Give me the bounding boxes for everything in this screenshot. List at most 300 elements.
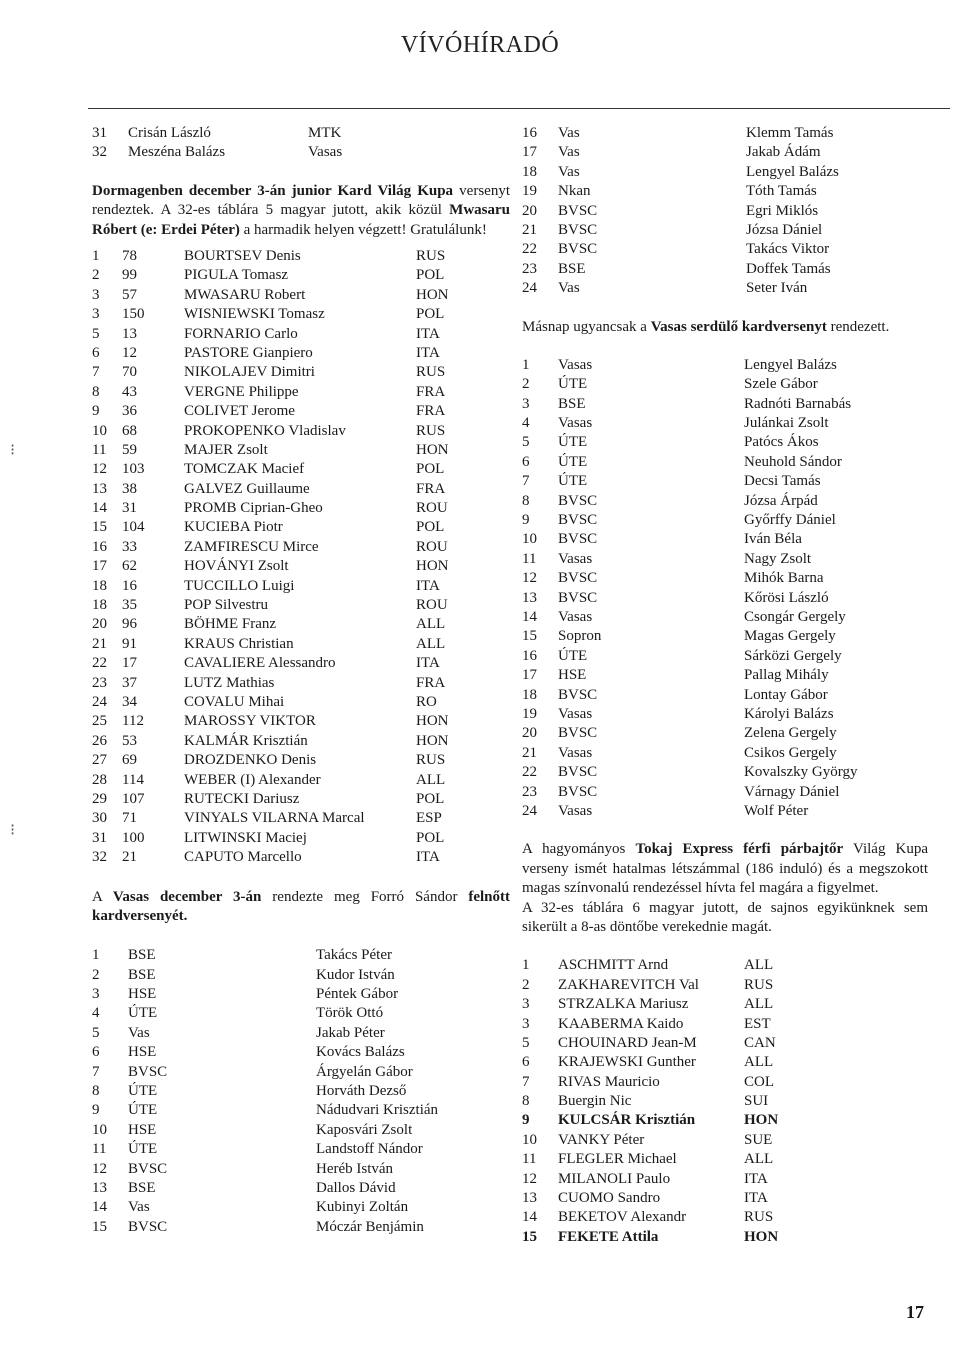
table-row bbox=[92, 790, 510, 809]
table-row bbox=[522, 569, 928, 588]
table-cell: Kaposvári Zsolt bbox=[316, 1121, 413, 1138]
table-row bbox=[92, 383, 510, 402]
table-row bbox=[522, 143, 928, 162]
table-cell: 10 bbox=[522, 1131, 537, 1148]
table-cell: 10 bbox=[522, 531, 537, 548]
table-cell: Vasas bbox=[558, 802, 593, 819]
table-cell: BVSC bbox=[128, 1218, 168, 1235]
table-cell: 21 bbox=[522, 221, 537, 238]
table-cell: KAABERMA Kaido bbox=[558, 1015, 684, 1032]
table-cell: 21 bbox=[122, 849, 137, 866]
table-cell: RUS bbox=[416, 364, 446, 381]
table-cell: STRZALKA Mariusz bbox=[558, 996, 689, 1013]
table-cell: ÚTE bbox=[558, 647, 588, 664]
table-row bbox=[522, 995, 928, 1014]
table-cell: 103 bbox=[122, 461, 145, 478]
table-cell: 14 bbox=[522, 1209, 537, 1226]
table-row bbox=[92, 363, 510, 382]
table-row bbox=[522, 686, 928, 705]
table-cell: TOMCZAK Macief bbox=[184, 461, 305, 478]
table-row bbox=[522, 1228, 928, 1247]
table-cell: Árgyelán Gábor bbox=[316, 1063, 413, 1080]
table-cell: 11 bbox=[92, 1141, 107, 1158]
table-row bbox=[92, 635, 510, 654]
table-cell: 70 bbox=[122, 364, 137, 381]
table-cell: VINYALS VILARNA Marcal bbox=[184, 810, 365, 827]
table-cell: CUOMO Sandro bbox=[558, 1190, 661, 1207]
table-cell: WISNIEWSKI Tomasz bbox=[184, 306, 325, 323]
table-cell: VANKY Péter bbox=[558, 1131, 645, 1148]
table-cell: Nagy Zsolt bbox=[744, 550, 812, 567]
intro-bold-text: Mwasaru Róbert bbox=[92, 202, 510, 238]
table-row bbox=[92, 809, 510, 828]
table-row bbox=[92, 966, 510, 985]
table-cell: HON bbox=[416, 286, 449, 303]
table-cell: LUTZ Mathias bbox=[184, 674, 275, 691]
table-cell: Jakab Ádám bbox=[746, 144, 821, 161]
table-cell: 2 bbox=[522, 976, 530, 993]
table-cell: RUS bbox=[416, 752, 446, 769]
table-cell: 20 bbox=[522, 725, 537, 742]
table-row bbox=[92, 674, 510, 693]
table-cell: BSE bbox=[558, 395, 586, 412]
table-cell: ÚTE bbox=[558, 434, 588, 451]
table-cell: ROU bbox=[416, 597, 448, 614]
table-cell: 16 bbox=[92, 538, 107, 555]
table-cell: Doffek Tamás bbox=[746, 260, 831, 277]
table-row bbox=[92, 143, 510, 162]
table-cell: Vasas bbox=[558, 609, 593, 625]
table-row bbox=[92, 344, 510, 363]
table-row bbox=[522, 550, 928, 569]
table-cell: 20 bbox=[92, 616, 107, 633]
table-row bbox=[92, 693, 510, 712]
table-row bbox=[522, 744, 928, 763]
table-row bbox=[522, 124, 928, 143]
table-cell: FLEGLER Michael bbox=[558, 1151, 677, 1168]
table-cell: PASTORE Gianpiero bbox=[184, 344, 313, 361]
table-cell: 3 bbox=[92, 986, 100, 1003]
intro-bold-text: Dormagenben december 3-án junior Kard Világ Kupa bbox=[92, 182, 454, 199]
table-row bbox=[92, 985, 510, 1004]
table-cell: ÚTE bbox=[128, 1141, 158, 1158]
table-cell: DROZDENKO Denis bbox=[184, 752, 317, 769]
table-cell: ALL bbox=[744, 957, 774, 974]
table-cell: 25 bbox=[92, 713, 107, 730]
table-row bbox=[522, 724, 928, 743]
table-cell: 12 bbox=[122, 344, 137, 361]
table-cell: 11 bbox=[522, 1151, 537, 1168]
table-cell: BVSC bbox=[558, 589, 598, 606]
intro-bold-text: Tokaj Express férfi párbajtőr bbox=[635, 841, 844, 858]
table-row bbox=[522, 589, 928, 608]
table-cell: 30 bbox=[92, 810, 107, 827]
table-cell: ITA bbox=[744, 1190, 768, 1207]
table-cell: BVSC bbox=[558, 570, 598, 587]
table-cell: Kudor István bbox=[316, 966, 395, 983]
table-row bbox=[92, 557, 510, 576]
table-cell: Szele Gábor bbox=[744, 376, 818, 393]
table-cell: NIKOLAJEV Dimitri bbox=[184, 364, 315, 381]
table-row bbox=[522, 763, 928, 782]
felnott-results-continued bbox=[522, 124, 928, 299]
table-cell: Landstoff Nándor bbox=[316, 1141, 423, 1158]
table-cell: 15 bbox=[522, 628, 537, 645]
binding-mark: ⁝ bbox=[10, 442, 16, 459]
table-cell: Meszéna Balázs bbox=[128, 144, 226, 161]
table-cell: BVSC bbox=[558, 783, 598, 800]
table-cell: Lengyel Balázs bbox=[746, 163, 839, 180]
table-cell: MTK bbox=[308, 125, 342, 141]
table-row bbox=[522, 1170, 928, 1189]
table-row bbox=[92, 247, 510, 266]
table-cell: ÚTE bbox=[128, 1005, 158, 1022]
table-cell: 3 bbox=[92, 286, 100, 303]
table-cell: 24 bbox=[92, 693, 107, 710]
table-cell: 18 bbox=[522, 686, 537, 703]
table-cell: 22 bbox=[522, 241, 537, 258]
table-cell: Takács Péter bbox=[316, 947, 392, 964]
table-cell: RUS bbox=[744, 976, 774, 993]
table-cell: 23 bbox=[522, 260, 537, 277]
table-cell: BVSC bbox=[558, 764, 598, 781]
table-cell: 3 bbox=[92, 306, 100, 323]
intro-text: rendezett. bbox=[830, 318, 890, 335]
table-cell: 1 bbox=[522, 356, 530, 373]
table-row bbox=[92, 732, 510, 751]
table-row bbox=[522, 627, 928, 646]
table-cell: Török Ottó bbox=[316, 1005, 384, 1022]
table-row bbox=[522, 1073, 928, 1092]
table-cell: Kovalszky György bbox=[744, 764, 858, 781]
table-cell: Péntek Gábor bbox=[316, 986, 399, 1003]
table-cell: POL bbox=[416, 267, 445, 284]
table-cell: SUI bbox=[744, 1093, 769, 1110]
table-cell: ZAKHAREVITCH Val bbox=[558, 976, 699, 993]
table-row bbox=[92, 1101, 510, 1120]
table-cell: Vasas bbox=[558, 356, 593, 373]
table-cell: 28 bbox=[92, 771, 107, 788]
table-cell: PROKOPENKO Vladislav bbox=[184, 422, 346, 439]
table-row bbox=[522, 492, 928, 511]
table-cell: Mihók Barna bbox=[744, 570, 824, 587]
table-cell: 34 bbox=[122, 693, 137, 710]
table-row bbox=[522, 163, 928, 182]
table-cell: Csikos Gergely bbox=[744, 744, 837, 761]
table-cell: 2 bbox=[92, 966, 100, 983]
table-cell: ZAMFIRESCU Mirce bbox=[184, 538, 319, 555]
table-cell: 14 bbox=[522, 609, 537, 625]
table-cell: 16 bbox=[522, 647, 537, 664]
table-cell: ALL bbox=[744, 1054, 774, 1071]
page-number: 17 bbox=[906, 1302, 924, 1322]
table-cell: 6 bbox=[522, 453, 530, 470]
table-cell: Vas bbox=[128, 1199, 150, 1216]
table-row bbox=[522, 1131, 928, 1150]
table-cell: POL bbox=[416, 829, 445, 846]
table-cell: 7 bbox=[522, 1073, 530, 1090]
table-row bbox=[92, 1121, 510, 1140]
table-cell: 38 bbox=[122, 480, 137, 497]
table-cell: 114 bbox=[122, 771, 144, 788]
table-cell: 31 bbox=[122, 500, 137, 517]
table-cell: BSE bbox=[128, 947, 156, 964]
table-row bbox=[92, 848, 510, 867]
table-cell: Vas bbox=[558, 163, 580, 180]
table-cell: POP Silvestru bbox=[184, 597, 269, 614]
table-cell: Vasas bbox=[308, 144, 343, 161]
table-cell: 1 bbox=[522, 957, 530, 974]
table-cell: Neuhold Sándor bbox=[744, 453, 842, 470]
intro-bold-text: Vasas serdülő kardversenyt bbox=[650, 318, 827, 335]
tokaj-intro bbox=[522, 840, 928, 898]
binding-mark: ⁝ bbox=[10, 822, 16, 839]
table-cell: ASCHMITT Arnd bbox=[558, 957, 669, 974]
table-cell: 104 bbox=[122, 519, 145, 536]
table-row bbox=[92, 538, 510, 557]
table-row bbox=[522, 956, 928, 975]
table-cell: POL bbox=[416, 790, 445, 807]
table-cell: 3 bbox=[522, 996, 530, 1013]
table-cell: 13 bbox=[92, 480, 107, 497]
table-row bbox=[92, 615, 510, 634]
table-cell: 57 bbox=[122, 286, 137, 303]
table-cell: 13 bbox=[522, 589, 537, 606]
table-cell: Vasas bbox=[558, 550, 593, 567]
table-cell: 15 bbox=[92, 1218, 107, 1235]
table-cell: FEKETE Attila bbox=[558, 1228, 659, 1245]
intro-text: A 32-es táblára 5 magyar jutott, akik közül bbox=[160, 202, 442, 219]
table-cell: Vasas bbox=[558, 744, 593, 761]
table-cell: 7 bbox=[522, 473, 530, 490]
table-cell: 26 bbox=[92, 732, 107, 749]
table-cell: 150 bbox=[122, 306, 145, 323]
table-cell: 62 bbox=[122, 558, 137, 575]
table-row bbox=[522, 472, 928, 491]
table-cell: ROU bbox=[416, 538, 448, 555]
table-row bbox=[92, 1218, 510, 1237]
table-row bbox=[92, 1140, 510, 1159]
table-cell: HSE bbox=[128, 986, 157, 1003]
table-cell: 1 bbox=[92, 248, 100, 264]
table-row bbox=[92, 946, 510, 965]
table-row bbox=[92, 422, 510, 441]
table-cell: RUS bbox=[416, 422, 446, 439]
table-cell: Iván Béla bbox=[744, 531, 802, 548]
intro-bold-text: felnőtt kardversenyét. bbox=[92, 888, 511, 924]
table-cell: 16 bbox=[122, 577, 137, 594]
table-cell: 23 bbox=[522, 783, 537, 800]
table-cell: 27 bbox=[92, 752, 107, 769]
table-cell: 10 bbox=[92, 422, 107, 439]
table-row bbox=[92, 518, 510, 537]
table-cell: 43 bbox=[122, 383, 137, 400]
table-cell: HSE bbox=[128, 1044, 157, 1061]
table-row bbox=[522, 395, 928, 414]
table-row bbox=[522, 783, 928, 802]
table-cell: Móczár Benjámin bbox=[316, 1218, 424, 1235]
table-cell: TUCCILLO Luigi bbox=[184, 577, 295, 594]
table-cell: VERGNE Philippe bbox=[184, 383, 299, 400]
table-cell: GALVEZ Guillaume bbox=[184, 480, 310, 497]
table-row bbox=[92, 305, 510, 324]
table-row bbox=[92, 829, 510, 848]
table-cell: MAJER Zsolt bbox=[184, 441, 268, 458]
table-row bbox=[522, 1111, 928, 1130]
table-cell: Zelena Gergely bbox=[744, 725, 837, 742]
table-cell: Józsa Árpád bbox=[744, 492, 818, 509]
intro-text: A bbox=[92, 888, 103, 905]
table-cell: 22 bbox=[92, 655, 107, 672]
table-cell: 11 bbox=[522, 550, 537, 567]
dormagen-intro bbox=[92, 182, 510, 240]
table-cell: FRA bbox=[416, 403, 446, 420]
table-cell: ÚTE bbox=[558, 376, 588, 393]
table-cell: 12 bbox=[522, 1170, 537, 1187]
table-cell: 69 bbox=[122, 752, 137, 769]
table-row bbox=[522, 705, 928, 724]
table-cell: Józsa Dániel bbox=[746, 221, 823, 238]
table-row bbox=[522, 453, 928, 472]
table-row bbox=[522, 1208, 928, 1227]
table-cell: HSE bbox=[558, 667, 587, 684]
table-cell: Várnagy Dániel bbox=[744, 783, 840, 800]
table-cell: KRAUS Christian bbox=[184, 635, 294, 652]
table-cell: 112 bbox=[122, 713, 144, 730]
table-cell: 37 bbox=[122, 674, 137, 691]
table-cell: 31 bbox=[92, 125, 107, 141]
table-cell: ROU bbox=[416, 500, 448, 517]
table-cell: KALMÁR Krisztián bbox=[184, 732, 308, 749]
table-cell: 96 bbox=[122, 616, 137, 633]
table-cell: Károlyi Balázs bbox=[744, 705, 834, 722]
table-cell: ALL bbox=[416, 635, 446, 652]
table-cell: 17 bbox=[522, 144, 537, 161]
table-cell: ITA bbox=[416, 849, 440, 866]
table-cell: RUS bbox=[416, 248, 446, 264]
table-cell: ESP bbox=[416, 810, 442, 827]
table-row bbox=[92, 460, 510, 479]
table-cell: 8 bbox=[522, 492, 530, 509]
table-cell: CHOUINARD Jean-M bbox=[558, 1034, 697, 1051]
table-cell: POL bbox=[416, 519, 445, 536]
table-cell: 13 bbox=[92, 1180, 107, 1196]
table-row bbox=[92, 771, 510, 790]
table-cell: FRA bbox=[416, 383, 446, 400]
table-cell: Radnóti Barnabás bbox=[744, 395, 852, 412]
table-cell: HOVÁNYI Zsolt bbox=[184, 558, 289, 575]
table-cell: Patócs Ákos bbox=[744, 434, 819, 451]
table-cell: 5 bbox=[522, 1034, 530, 1051]
table-cell: 12 bbox=[92, 461, 107, 478]
table-cell: 71 bbox=[122, 810, 137, 827]
table-cell: ITA bbox=[416, 344, 440, 361]
table-row bbox=[92, 654, 510, 673]
table-cell: HSE bbox=[128, 1121, 157, 1138]
table-cell: ALL bbox=[744, 1151, 774, 1168]
table-cell: ALL bbox=[744, 996, 774, 1013]
table-row bbox=[522, 1150, 928, 1169]
table-cell: Kőrösi László bbox=[744, 589, 829, 606]
table-cell: BSE bbox=[128, 1180, 156, 1196]
table-row bbox=[522, 433, 928, 452]
intro-text: a harmadik bbox=[243, 221, 311, 238]
table-row bbox=[522, 1092, 928, 1111]
table-row bbox=[92, 499, 510, 518]
table-cell: ÚTE bbox=[128, 1083, 158, 1100]
table-cell: 18 bbox=[92, 597, 107, 614]
table-cell: BVSC bbox=[558, 221, 598, 238]
table-cell: 2 bbox=[522, 376, 530, 393]
table-cell: BEKETOV Alexandr bbox=[558, 1209, 687, 1226]
intro-text: Másnap ugyancsak a bbox=[522, 318, 647, 335]
table-cell: 17 bbox=[92, 558, 107, 575]
table-cell: Kovács Balázs bbox=[316, 1044, 405, 1061]
table-row bbox=[92, 1063, 510, 1082]
table-cell: Jakab Péter bbox=[316, 1024, 385, 1041]
table-cell: POL bbox=[416, 461, 445, 478]
table-row bbox=[92, 577, 510, 596]
table-cell: 15 bbox=[92, 519, 107, 536]
table-cell: Horváth Dezső bbox=[316, 1083, 407, 1100]
table-cell: HON bbox=[416, 732, 449, 749]
table-cell: 12 bbox=[92, 1160, 107, 1177]
table-cell: 22 bbox=[522, 764, 537, 781]
table-row bbox=[92, 1198, 510, 1217]
table-cell: 24 bbox=[522, 280, 537, 297]
table-cell: Decsi Tamás bbox=[744, 473, 821, 490]
table-cell: 18 bbox=[522, 163, 537, 180]
table-cell: ALL bbox=[416, 616, 446, 633]
table-cell: BVSC bbox=[558, 202, 598, 219]
table-cell: 21 bbox=[92, 635, 107, 652]
table-cell: RUTECKI Dariusz bbox=[184, 790, 300, 807]
intro-text: rendezte meg Forró Sándor bbox=[272, 888, 458, 905]
table-row bbox=[522, 511, 928, 530]
table-cell: Vas bbox=[558, 144, 580, 161]
table-cell: 9 bbox=[92, 403, 100, 420]
table-row bbox=[522, 1189, 928, 1208]
table-row bbox=[522, 530, 928, 549]
table-cell: Wolf Péter bbox=[744, 802, 809, 819]
table-cell: BVSC bbox=[558, 725, 598, 742]
table-cell: Vasas bbox=[558, 415, 593, 432]
table-cell: 18 bbox=[92, 577, 107, 594]
table-cell: 100 bbox=[122, 829, 145, 846]
table-cell: 23 bbox=[92, 674, 107, 691]
table-cell: 4 bbox=[522, 415, 530, 432]
table-cell: Takács Viktor bbox=[746, 241, 830, 258]
table-row bbox=[522, 202, 928, 221]
table-row bbox=[92, 1004, 510, 1023]
dormagen-results-table bbox=[92, 247, 510, 868]
table-cell: 107 bbox=[122, 790, 145, 807]
serdulo-results-table bbox=[522, 356, 928, 821]
table-cell: BOURTSEV Denis bbox=[184, 248, 301, 264]
table-row bbox=[522, 182, 928, 201]
right-column bbox=[522, 124, 928, 1247]
table-cell: CAPUTO Marcello bbox=[184, 849, 302, 866]
table-cell: 19 bbox=[522, 705, 537, 722]
table-cell: FRA bbox=[416, 480, 446, 497]
header-rule bbox=[88, 108, 950, 109]
table-cell: 31 bbox=[92, 829, 107, 846]
table-cell: 10 bbox=[92, 1121, 107, 1138]
table-row bbox=[92, 1179, 510, 1198]
table-cell: COVALU Mihai bbox=[184, 693, 285, 710]
table-row bbox=[92, 325, 510, 344]
table-cell: KULCSÁR Krisztián bbox=[558, 1112, 696, 1129]
